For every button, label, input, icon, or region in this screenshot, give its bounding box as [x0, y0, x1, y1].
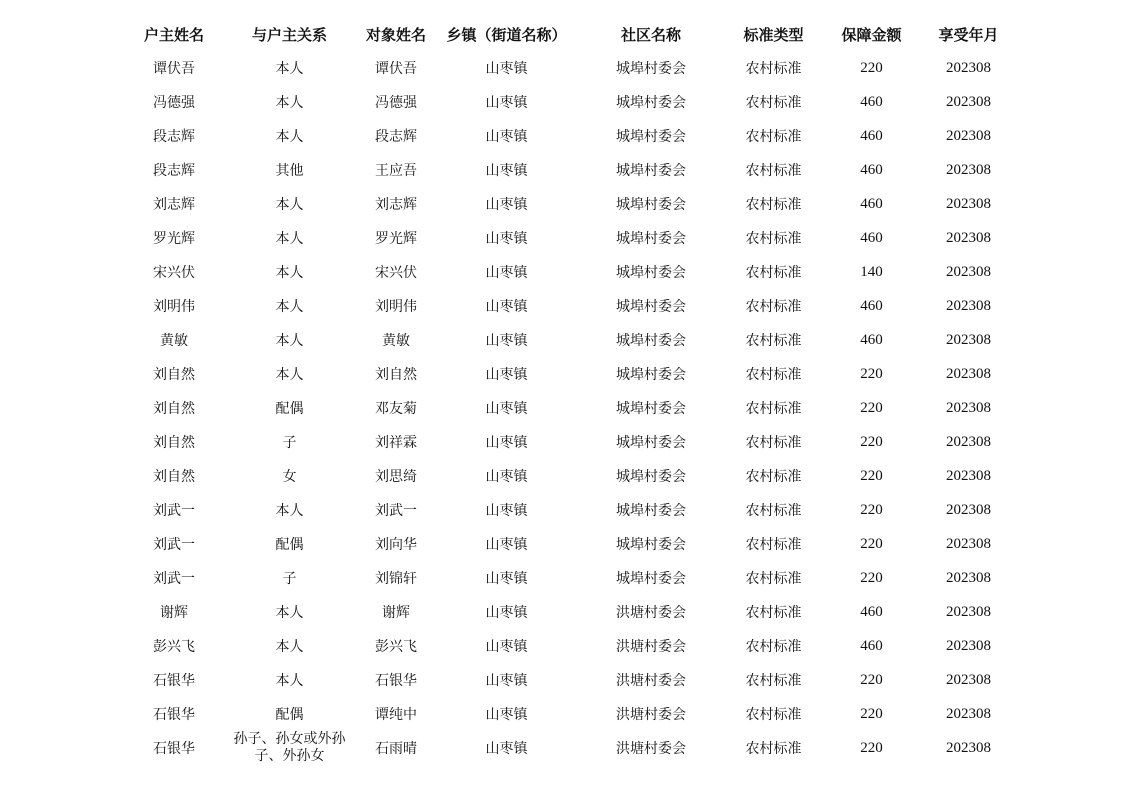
amount-cell: 220 — [860, 569, 883, 586]
table-row — [125, 289, 1016, 323]
standard-type-cell: 农村标准 — [745, 673, 802, 689]
head-of-household-cell: 刘明伟 — [153, 299, 195, 315]
community-cell: 洪塘村委会 — [616, 673, 686, 689]
township-cell: 山枣镇 — [485, 469, 528, 485]
head-of-household-cell: 彭兴飞 — [153, 639, 195, 655]
head-of-household-cell: 段志辉 — [153, 163, 195, 179]
table-row — [125, 561, 1016, 595]
standard-type-cell: 农村标准 — [745, 231, 802, 247]
amount-cell: 460 — [860, 127, 883, 144]
relation-cell: 配偶 — [275, 401, 304, 417]
recipient-name-cell: 刘自然 — [375, 367, 417, 383]
amount-cell: 140 — [860, 263, 883, 280]
head-of-household-cell: 宋兴伏 — [153, 265, 195, 281]
township-cell: 山枣镇 — [485, 231, 528, 247]
recipient-name-cell: 邓友菊 — [375, 401, 417, 417]
standard-type-cell: 农村标准 — [745, 503, 802, 519]
township-cell: 山枣镇 — [485, 673, 528, 689]
month-cell: 202308 — [946, 671, 991, 688]
standard-type-cell: 农村标准 — [745, 707, 802, 723]
month-cell: 202308 — [946, 637, 991, 654]
head-of-household-cell: 谢辉 — [160, 605, 188, 621]
relation-cell: 本人 — [275, 299, 304, 315]
standard-type-cell: 农村标准 — [745, 435, 802, 451]
standard-type-cell: 农村标准 — [745, 605, 802, 621]
recipient-name-header: 对象姓名 — [365, 25, 426, 44]
standard-type-cell: 农村标准 — [745, 95, 802, 111]
township-cell: 山枣镇 — [485, 95, 528, 111]
recipient-name-cell: 刘祥霖 — [375, 435, 417, 451]
recipient-name-cell: 刘思绮 — [375, 469, 417, 485]
community-cell: 城埠村委会 — [616, 231, 686, 247]
recipient-name-cell: 刘武一 — [375, 503, 417, 519]
recipient-name-cell: 王应吾 — [375, 163, 417, 179]
recipient-name-cell: 彭兴飞 — [375, 639, 417, 655]
table-row — [125, 357, 1016, 391]
amount-cell: 460 — [860, 195, 883, 212]
amount-cell: 220 — [860, 671, 883, 688]
standard-type-cell: 农村标准 — [745, 571, 802, 587]
table-row — [125, 119, 1016, 153]
month-cell: 202308 — [946, 399, 991, 416]
head-of-household-cell: 冯德强 — [153, 95, 195, 111]
table-row — [125, 493, 1016, 527]
amount-cell: 460 — [860, 297, 883, 314]
beneficiary-table — [125, 17, 1016, 765]
amount-cell: 460 — [860, 229, 883, 246]
head-of-household-cell: 罗光辉 — [153, 231, 195, 247]
header-row — [125, 17, 1016, 51]
community-cell: 城埠村委会 — [616, 571, 686, 587]
table-row — [125, 187, 1016, 221]
head-of-household-cell: 刘武一 — [153, 571, 195, 587]
relation-cell: 子 — [282, 571, 297, 587]
month-cell: 202308 — [946, 739, 991, 756]
township-cell: 山枣镇 — [485, 265, 528, 281]
relation-cell: 本人 — [275, 231, 304, 247]
community-cell: 城埠村委会 — [616, 95, 686, 111]
head-of-household-cell: 刘武一 — [153, 503, 195, 519]
community-cell: 城埠村委会 — [616, 299, 686, 315]
head-of-household-cell: 段志辉 — [153, 129, 195, 145]
head-of-household-cell: 刘自然 — [153, 435, 195, 451]
relation-cell: 女 — [282, 469, 297, 485]
standard-type-cell: 农村标准 — [745, 401, 802, 417]
relation-cell: 本人 — [275, 265, 304, 281]
month-cell: 202308 — [946, 331, 991, 348]
community-cell: 城埠村委会 — [616, 401, 686, 417]
amount-cell: 220 — [860, 535, 883, 552]
amount-cell: 220 — [860, 705, 883, 722]
standard-type-cell: 农村标准 — [745, 639, 802, 655]
recipient-name-cell: 谢辉 — [382, 605, 410, 621]
amount-cell: 220 — [860, 365, 883, 382]
amount-cell: 460 — [860, 93, 883, 110]
standard-type-cell: 农村标准 — [745, 265, 802, 281]
recipient-name-cell: 冯德强 — [375, 95, 417, 111]
community-cell: 洪塘村委会 — [616, 741, 686, 757]
community-cell: 城埠村委会 — [616, 61, 686, 77]
head-of-household-cell: 刘自然 — [153, 401, 195, 417]
amount-cell: 220 — [860, 501, 883, 518]
township-cell: 山枣镇 — [485, 741, 528, 757]
relation-cell: 本人 — [275, 197, 304, 213]
head-of-household-cell: 谭伏吾 — [153, 61, 195, 77]
amount-cell: 460 — [860, 331, 883, 348]
recipient-name-cell: 谭纯中 — [375, 707, 417, 723]
head-of-household-cell: 石银华 — [153, 673, 195, 689]
township-cell: 山枣镇 — [485, 707, 528, 723]
month-cell: 202308 — [946, 127, 991, 144]
township-cell: 山枣镇 — [485, 605, 528, 621]
month-cell: 202308 — [946, 705, 991, 722]
standard-type-cell: 农村标准 — [745, 129, 802, 145]
relation-cell: 本人 — [275, 95, 304, 111]
community-cell: 洪塘村委会 — [616, 605, 686, 621]
community-cell: 城埠村委会 — [616, 265, 686, 281]
recipient-name-cell: 石雨晴 — [375, 741, 417, 757]
table-row — [125, 731, 1016, 765]
township-cell: 山枣镇 — [485, 367, 528, 383]
standard-type-cell: 农村标准 — [745, 741, 802, 757]
month-cell: 202308 — [946, 467, 991, 484]
table-row — [125, 85, 1016, 119]
community-cell: 洪塘村委会 — [616, 639, 686, 655]
table-row — [125, 697, 1016, 731]
month-cell: 202308 — [946, 501, 991, 518]
month-cell: 202308 — [946, 569, 991, 586]
relation-cell: 配偶 — [275, 707, 304, 723]
relation-cell: 配偶 — [275, 537, 304, 553]
township-cell: 山枣镇 — [485, 435, 528, 451]
township-cell: 山枣镇 — [485, 503, 528, 519]
amount-cell: 220 — [860, 739, 883, 756]
table-row — [125, 221, 1016, 255]
recipient-name-cell: 谭伏吾 — [375, 61, 417, 77]
recipient-name-cell: 罗光辉 — [375, 231, 417, 247]
amount-cell: 460 — [860, 637, 883, 654]
community-cell: 城埠村委会 — [616, 367, 686, 383]
table-row — [125, 255, 1016, 289]
community-cell: 洪塘村委会 — [616, 707, 686, 723]
recipient-name-cell: 段志辉 — [375, 129, 417, 145]
month-cell: 202308 — [946, 433, 991, 450]
relation-cell: 孙子、孙女或外孙子、外孙女 — [233, 731, 346, 764]
table-row — [125, 527, 1016, 561]
relation-cell: 本人 — [275, 129, 304, 145]
standard-type-cell: 农村标准 — [745, 299, 802, 315]
relation-cell: 本人 — [275, 673, 304, 689]
amount-cell: 460 — [860, 603, 883, 620]
relation-cell: 本人 — [275, 639, 304, 655]
relation-cell: 本人 — [275, 61, 304, 77]
month-cell: 202308 — [946, 229, 991, 246]
table-row — [125, 391, 1016, 425]
standard-type-cell: 农村标准 — [745, 197, 802, 213]
recipient-name-cell: 黄敏 — [382, 333, 410, 349]
table-row — [125, 51, 1016, 85]
relation-header: 与户主关系 — [251, 25, 327, 44]
head-of-household-cell: 黄敏 — [160, 333, 188, 349]
standard-type-cell: 农村标准 — [745, 537, 802, 553]
standard-type-header: 标准类型 — [743, 25, 804, 44]
head-of-household-cell: 刘自然 — [153, 469, 195, 485]
month-cell: 202308 — [946, 93, 991, 110]
township-cell: 山枣镇 — [485, 537, 528, 553]
standard-type-cell: 农村标准 — [745, 469, 802, 485]
head-of-household-cell: 石银华 — [153, 707, 195, 723]
recipient-name-cell: 刘明伟 — [375, 299, 417, 315]
table-row — [125, 663, 1016, 697]
relation-cell: 本人 — [275, 605, 304, 621]
community-cell: 城埠村委会 — [616, 435, 686, 451]
month-cell: 202308 — [946, 161, 991, 178]
month-cell: 202308 — [946, 263, 991, 280]
head-of-household-cell: 刘志辉 — [153, 197, 195, 213]
community-cell: 城埠村委会 — [616, 129, 686, 145]
table-row — [125, 459, 1016, 493]
amount-cell: 220 — [860, 433, 883, 450]
head-of-household-cell: 刘武一 — [153, 537, 195, 553]
community-cell: 城埠村委会 — [616, 503, 686, 519]
recipient-name-cell: 刘向华 — [375, 537, 417, 553]
head-of-household-cell: 刘自然 — [153, 367, 195, 383]
head-of-household-header: 户主姓名 — [143, 25, 204, 44]
standard-type-cell: 农村标准 — [745, 163, 802, 179]
amount-cell: 220 — [860, 399, 883, 416]
month-cell: 202308 — [946, 195, 991, 212]
relation-cell: 其他 — [275, 163, 304, 179]
head-of-household-cell: 石银华 — [153, 741, 195, 757]
township-cell: 山枣镇 — [485, 299, 528, 315]
standard-type-cell: 农村标准 — [745, 333, 802, 349]
table-row — [125, 595, 1016, 629]
township-header: 乡镇（街道名称） — [446, 25, 567, 44]
township-cell: 山枣镇 — [485, 163, 528, 179]
recipient-name-cell: 刘志辉 — [375, 197, 417, 213]
table-row — [125, 425, 1016, 459]
month-cell: 202308 — [946, 59, 991, 76]
relation-cell: 本人 — [275, 503, 304, 519]
relation-cell: 本人 — [275, 333, 304, 349]
community-cell: 城埠村委会 — [616, 537, 686, 553]
township-cell: 山枣镇 — [485, 401, 528, 417]
table-row — [125, 153, 1016, 187]
township-cell: 山枣镇 — [485, 639, 528, 655]
amount-cell: 460 — [860, 161, 883, 178]
month-cell: 202308 — [946, 365, 991, 382]
month-header: 享受年月 — [938, 25, 999, 44]
township-cell: 山枣镇 — [485, 333, 528, 349]
recipient-name-cell: 石银华 — [375, 673, 417, 689]
relation-cell: 本人 — [275, 367, 304, 383]
standard-type-cell: 农村标准 — [745, 61, 802, 77]
relation-cell: 子 — [282, 435, 297, 451]
township-cell: 山枣镇 — [485, 197, 528, 213]
table-row — [125, 629, 1016, 663]
table-row — [125, 323, 1016, 357]
month-cell: 202308 — [946, 535, 991, 552]
month-cell: 202308 — [946, 603, 991, 620]
community-cell: 城埠村委会 — [616, 333, 686, 349]
table-body — [125, 51, 1016, 765]
standard-type-cell: 农村标准 — [745, 367, 802, 383]
township-cell: 山枣镇 — [485, 571, 528, 587]
table-header — [125, 17, 1016, 51]
recipient-name-cell: 刘锦轩 — [375, 571, 417, 587]
month-cell: 202308 — [946, 297, 991, 314]
community-cell: 城埠村委会 — [616, 197, 686, 213]
amount-cell: 220 — [860, 467, 883, 484]
township-cell: 山枣镇 — [485, 129, 528, 145]
amount-cell: 220 — [860, 59, 883, 76]
community-header: 社区名称 — [620, 25, 681, 44]
community-cell: 城埠村委会 — [616, 163, 686, 179]
amount-header: 保障金额 — [841, 25, 902, 44]
township-cell: 山枣镇 — [485, 61, 528, 77]
community-cell: 城埠村委会 — [616, 469, 686, 485]
recipient-name-cell: 宋兴伏 — [375, 265, 417, 281]
